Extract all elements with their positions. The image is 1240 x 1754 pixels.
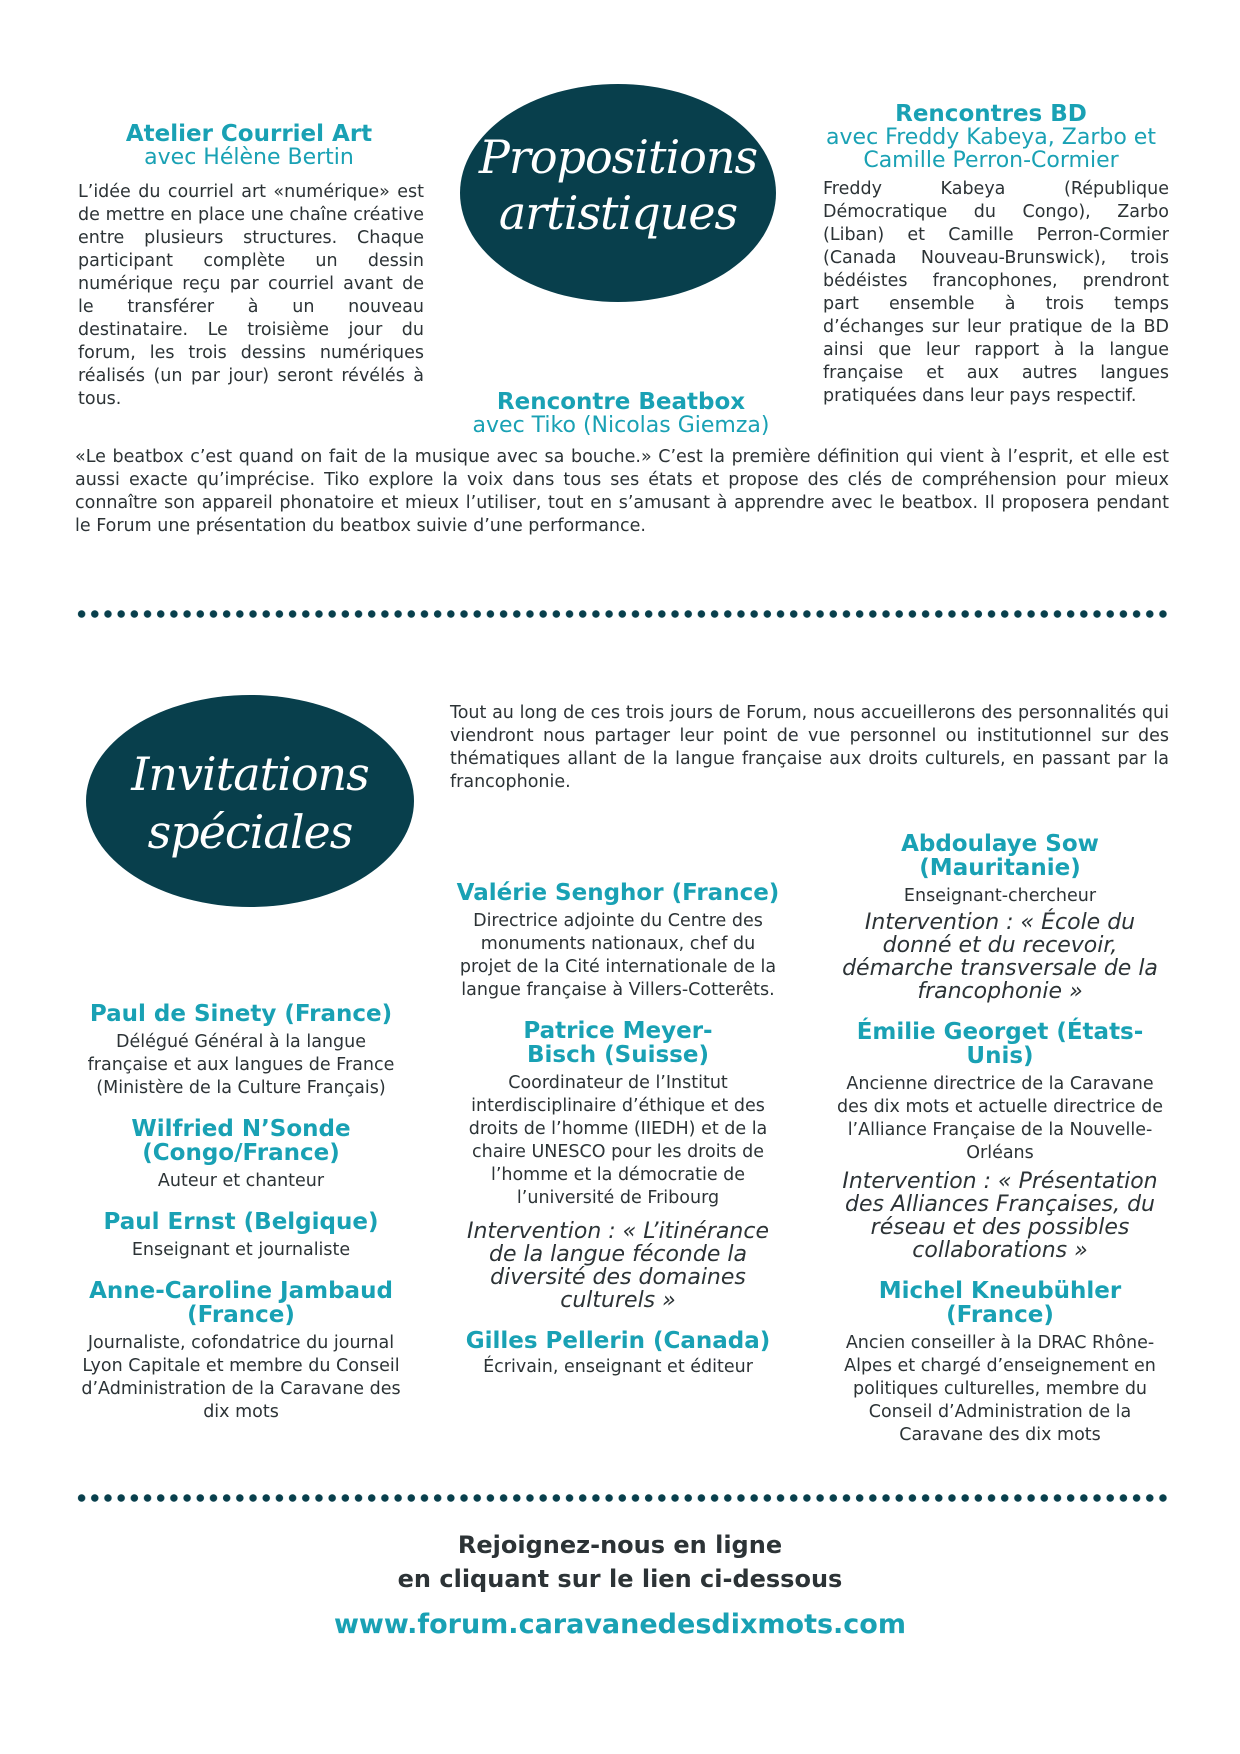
footer-line2: en cliquant sur le lien ci-dessous	[397, 1565, 843, 1593]
guest-name: Anne-Caroline Jambaud (France)	[89, 1278, 393, 1328]
guest-name: Wilfried N’Sonde (Congo/France)	[131, 1116, 351, 1166]
guest-name: Valérie Senghor (France)	[456, 880, 780, 906]
guest-description: Délégué Général à la langue française et aux langues de France (Ministère de la Culture Français)	[87, 1032, 395, 1098]
guests-column-1	[76, 1002, 406, 1424]
guest-intervention: Intervention : « L’itinérance de la langue féconde la diversité des domaines culturels »	[467, 1219, 769, 1313]
guest-entry	[455, 1329, 781, 1379]
guests-column-2	[455, 881, 781, 1379]
guest-name: Gilles Pellerin (Canada)	[465, 1328, 771, 1354]
beatbox-body: «Le beatbox c’est quand on fait de la musique avec sa bouche.» C’est la première définition qui vient à l’esprit, et elle est aussi exacte qu’imprécise. Tiko explore la voix dans tous ses états et propose des clés de compréhension pour mieux connaître son appareil phonatoire et mieux l’utiliser, tout en s’amusant à apprendre avec le beatbox. Il proposera pendant le Forum une présentation du beatbox suivie d’une performance.	[75, 447, 1169, 536]
invitations-badge-line1: Invitations	[131, 747, 369, 801]
guest-description: Enseignant-chercheur	[903, 886, 1097, 906]
invitations-intro: Tout au long de ces trois jours de Forum, nous accueillerons des personnalités qui viendront nous partager leur point de vue personnel ou institutionnel sur des thématiques allant de la langue française aux droits culturels, en passant par la francophonie.	[450, 703, 1169, 792]
guest-description: Écrivain, enseignant et éditeur	[483, 1357, 753, 1377]
guest-name: Patrice Meyer-Bisch (Suisse)	[523, 1018, 713, 1068]
guest-description: Ancien conseiller à la DRAC Rhône-Alpes et chargé d’enseignement en politiques culturelles, membre du Conseil d’Administration de la Caravane des dix mots	[844, 1333, 1156, 1445]
guest-description: Ancienne directrice de la Caravane des dix mots et actuelle directrice de l’Alliance Française de la Nouvelle-Orléans	[837, 1074, 1163, 1163]
guest-name: Émilie Georget (États-Unis)	[856, 1019, 1144, 1069]
guest-entry	[76, 1210, 406, 1262]
forum-link[interactable]: www.forum.caravanedesdixmots.com	[333, 1609, 906, 1640]
bd-subtitle-line1: avec Freddy Kabeya, Zarbo et	[826, 125, 1156, 150]
guest-name: Abdoulaye Sow (Mauritanie)	[901, 831, 1099, 881]
guest-entry	[830, 832, 1170, 1003]
guest-name: Michel Kneubühler (France)	[878, 1278, 1122, 1328]
propositions-badge-line2: artistiques	[498, 186, 738, 240]
guest-entry	[455, 1019, 781, 1312]
footer-line1: Rejoignez-nous en ligne	[457, 1531, 783, 1559]
guest-name: Paul de Sinety (France)	[89, 1001, 393, 1027]
guest-description: Enseignant et journaliste	[131, 1240, 351, 1260]
guest-description: Directrice adjointe du Centre des monuments nationaux, chef du projet de la Cité internationale de la langue française à Villers-Cotterêts.	[459, 911, 777, 1000]
bd-body: Freddy Kabeya (République Démocratique du Congo), Zarbo (Liban) et Camille Perron-Cormier (Canada Nouveau-Brunswick), trois bédéistes francophones, prendront part ensemble à trois temps d’échanges sur leur pratique de la BD ainsi que leur rapport à la langue française et aux autres langues pratiquées dans leur pays respectif.	[823, 179, 1169, 406]
propositions-badge-line1: Propositions	[478, 130, 758, 184]
bd-subtitle-line2: Camille Perron-Cormier	[863, 148, 1119, 173]
bd-title: Rencontres BD	[895, 101, 1087, 127]
guest-entry	[76, 1279, 406, 1424]
beatbox-subtitle: avec Tiko (Nicolas Giemza)	[472, 413, 770, 438]
dotted-divider	[75, 609, 1169, 619]
guest-entry	[76, 1117, 406, 1193]
guests-column-3	[830, 832, 1170, 1447]
footer	[0, 1528, 1240, 1642]
guest-name: Paul Ernst (Belgique)	[103, 1209, 379, 1235]
beatbox-section	[443, 390, 799, 437]
invitations-badge	[86, 695, 414, 907]
dotted-divider	[75, 1493, 1169, 1503]
guest-intervention: Intervention : « Présentation des Alliances Françaises, du réseau et des possibles collaborations »	[842, 1169, 1158, 1263]
guest-entry	[830, 1279, 1170, 1447]
courriel-section	[74, 122, 424, 169]
guest-description: Journaliste, cofondatrice du journal Lyon Capitale et membre du Conseil d’Administration de la Caravane des dix mots	[81, 1333, 401, 1422]
guest-entry	[455, 881, 781, 1002]
guest-description: Auteur et chanteur	[157, 1171, 325, 1191]
guest-intervention: Intervention : « École du donné et du recevoir, démarche transversale de la francophonie »	[842, 910, 1158, 1004]
beatbox-title: Rencontre Beatbox	[496, 389, 746, 415]
courriel-subtitle: avec Hélène Bertin	[144, 145, 354, 170]
guest-entry	[76, 1002, 406, 1100]
guest-description: Coordinateur de l’Institut interdisciplinaire d’éthique et des droits de l’homme (IIEDH) et de la chaire UNESCO pour les droits de l’homme et la démocratie de l’université de Fribourg	[468, 1073, 768, 1208]
courriel-title: Atelier Courriel Art	[125, 121, 373, 147]
invitations-badge-line2: spéciales	[147, 805, 353, 859]
courriel-body: L’idée du courriel art «numérique» est de mettre en place une chaîne créative entre plusieurs structures. Chaque participant complète un dessin numérique reçu par courriel avant de le transférer à un nouveau destinataire. Le troisième jour du forum, les trois dessins numériques réalisés (un par jour) seront révélés à tous.	[78, 182, 424, 409]
bd-section	[812, 102, 1170, 172]
propositions-badge	[460, 84, 776, 302]
guest-entry	[830, 1020, 1170, 1262]
